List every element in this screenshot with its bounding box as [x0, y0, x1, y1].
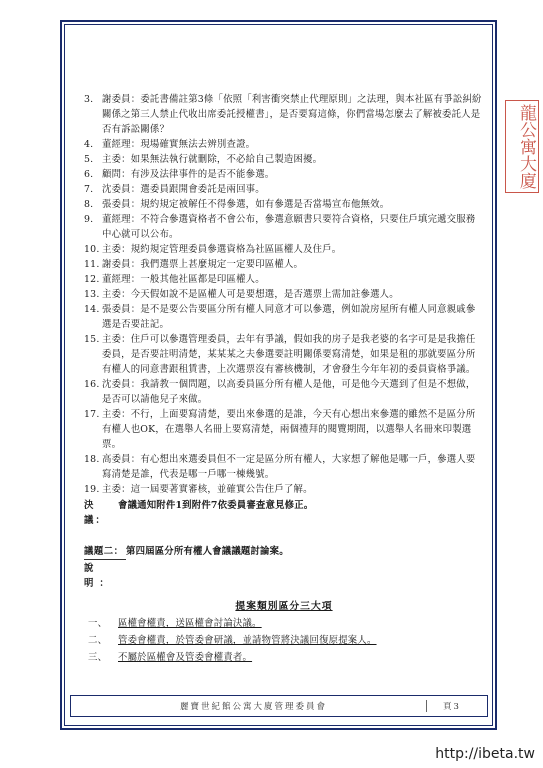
item-number: 16. [84, 379, 100, 390]
discussion-item [84, 272, 484, 287]
category-text: 管委會權責，於管委會研議，並請物管將決議回復原提案人。 [118, 635, 377, 646]
discussion-item [84, 377, 484, 407]
statement: 規約規定被解任不得參選，如有參選是否當場宣布他無效。 [140, 199, 390, 210]
decision-text: 會議通知附件1到附件7依委員審查意見修正。 [118, 500, 314, 511]
speaker: 沈委員： [102, 379, 141, 390]
item-number: 14. [84, 304, 100, 315]
discussion-item [84, 332, 484, 377]
discussion-item [84, 452, 484, 482]
item-body [102, 272, 484, 287]
statement: 有心想出來選委員但不一定是區分所有權人，大家想了解他是哪一戶，參選人要寫清楚是誰，代表是哪一戶哪一棟幾號。 [102, 454, 476, 480]
seal-text: 龍公寓大廈 [516, 104, 536, 189]
item-body [102, 287, 484, 302]
statement: 我請教一個問題，以高委員區分所有權人是他，可是他今天選到了但是不想做，是否可以請他兒子來做。 [102, 379, 476, 405]
statement: 有涉及法律事件的是否不能參選。 [130, 169, 275, 180]
item-number: 3. [84, 94, 94, 105]
discussion-item [84, 287, 484, 302]
item-body [102, 212, 484, 242]
category-list [84, 616, 484, 665]
discussion-item [84, 167, 484, 182]
speaker: 高委員： [102, 454, 141, 465]
decision-label: 決議： [84, 500, 107, 526]
statement: 我們選票上甚麼規定一定要印區權人。 [140, 259, 304, 270]
discussion-item [84, 257, 484, 272]
category-index: 一、 [88, 618, 108, 629]
speaker: 主委： [102, 289, 131, 300]
discussion-item [84, 482, 484, 497]
item-body [102, 182, 484, 197]
speaker: 謝委員： [102, 259, 141, 270]
item-number: 6. [84, 169, 94, 180]
item-number: 17. [84, 409, 100, 420]
item-body [102, 137, 484, 152]
speaker: 顧問： [102, 169, 131, 180]
statement: 現場確實無法去辨別查證。 [140, 139, 256, 150]
item-number: 13. [84, 289, 100, 300]
discussion-item [84, 407, 484, 452]
item-number: 18. [84, 454, 100, 465]
discussion-item [84, 92, 484, 137]
statement: 不符合參選資格者不會公布，參選意願書只要符合資格，只要住戶填完遞交服務中心就可以公布。 [102, 214, 476, 240]
statement: 如果無法執行就刪除，不必給自己製造困擾。 [130, 154, 323, 165]
item-number: 5. [84, 154, 94, 165]
agenda-section [84, 544, 484, 591]
item-number: 12. [84, 274, 100, 285]
item-number: 8. [84, 199, 94, 210]
red-seal-stamp [505, 100, 539, 193]
category-text: 不屬於區權會及管委會權責者。 [118, 652, 253, 663]
item-number: 7. [84, 184, 94, 195]
statement: 是不是要公告要區分所有權人同意才可以參選，例如說房屋所有權人同意親戚參選是否要註記。 [102, 304, 476, 330]
speaker: 主委： [102, 334, 131, 345]
category-title: 提案類別區分三大項 [235, 601, 333, 612]
item-body [102, 407, 484, 452]
item-body [102, 452, 484, 482]
speaker: 沈委員： [102, 184, 141, 195]
statement: 不行，上面要寫清楚，要出來參選的是誰，今天有心想出來參選的雖然不是區分所有權人也OK，在選舉人名冊上要寫清楚，兩個禮拜的閱覽期間，以選舉人名冊來印製選票。 [102, 409, 476, 450]
speaker: 主委： [102, 244, 131, 255]
item-body [102, 242, 484, 257]
statement: 規約規定管理委員參選資格為社區區權人及住戶。 [130, 244, 342, 255]
discussion-item [84, 212, 484, 242]
speaker: 董經理： [102, 274, 141, 285]
category-item [84, 633, 484, 648]
speaker: 主委： [102, 409, 131, 420]
item-body [102, 257, 484, 272]
statement: 選委員跟開會委託是兩回事。 [140, 184, 265, 195]
statement: 今天假如說不是區權人可是要想選，是否選票上需加註參選人。 [130, 289, 399, 300]
footer-title: 麗寶世紀館公寓大廈管理委員會 [179, 702, 327, 712]
speaker: 董經理： [102, 214, 141, 225]
discussion-item [84, 137, 484, 152]
discussion-item [84, 182, 484, 197]
item-body [102, 92, 484, 137]
item-number: 15. [84, 334, 100, 345]
item-number: 9. [84, 214, 94, 225]
discussion-item [84, 197, 484, 212]
explain-tag: 說明： [84, 563, 115, 589]
category-item [84, 616, 484, 631]
item-number: 4. [84, 139, 94, 150]
minutes-content [84, 92, 484, 665]
category-text: 區權會權責，送區權會討論決議。 [118, 618, 262, 629]
explain-row [84, 561, 484, 591]
discussion-item [84, 302, 484, 332]
speaker: 張委員： [102, 304, 141, 315]
watermark-url: http://ibeta.tw [435, 746, 535, 762]
statement: 委託書備註第3條「依照「利害衝突禁止代理原則」之法理，與本社區有爭訟糾紛關係之第三人禁止代收出席委託授權書」，是否要寫這條，你們當場怎麼去了解被委託人是否有訴訟關係？ [102, 94, 482, 135]
item-body [102, 152, 484, 167]
category-index: 三、 [88, 652, 108, 663]
item-body [102, 482, 484, 497]
statement: 住戶可以參選管理委員，去年有爭議，假如我的房子是我老婆的名字可是是我擔任委員，是否要註明清楚，某某某之夫參選要註明關係要寫清楚，如果是租的那就要區分所有權人的同意書跟租賃書，上次選票沒有審核機制，才會發生今年年初的委員資格爭議。 [102, 334, 476, 375]
category-item [84, 650, 484, 665]
discussion-item [84, 242, 484, 257]
page-footer [70, 695, 488, 717]
item-number: 11. [84, 259, 100, 270]
statement: 這一屆要著實審核，並確實公告住戶了解。 [130, 484, 313, 495]
speaker: 主委： [102, 154, 131, 165]
item-body [102, 167, 484, 182]
speaker: 主委： [102, 484, 131, 495]
item-number: 19. [84, 484, 100, 495]
agenda-tag: 議題二： [84, 544, 126, 560]
page-number: 頁3 [426, 700, 477, 712]
agenda-title: 第四屆區分所有權人會議議題討論案。 [126, 546, 289, 557]
speaker: 謝委員： [102, 94, 141, 105]
item-body [102, 302, 484, 332]
item-body [102, 332, 484, 377]
item-body [102, 377, 484, 407]
discussion-item [84, 152, 484, 167]
item-number: 10. [84, 244, 100, 255]
agenda-row [84, 544, 484, 560]
speaker: 張委員： [102, 199, 141, 210]
decision-row [84, 498, 484, 528]
item-body [102, 197, 484, 212]
category-index: 二、 [88, 635, 108, 646]
statement: 一般其他社區都是印區權人。 [140, 274, 265, 285]
speaker: 董經理： [102, 139, 141, 150]
discussion-list [84, 92, 484, 497]
